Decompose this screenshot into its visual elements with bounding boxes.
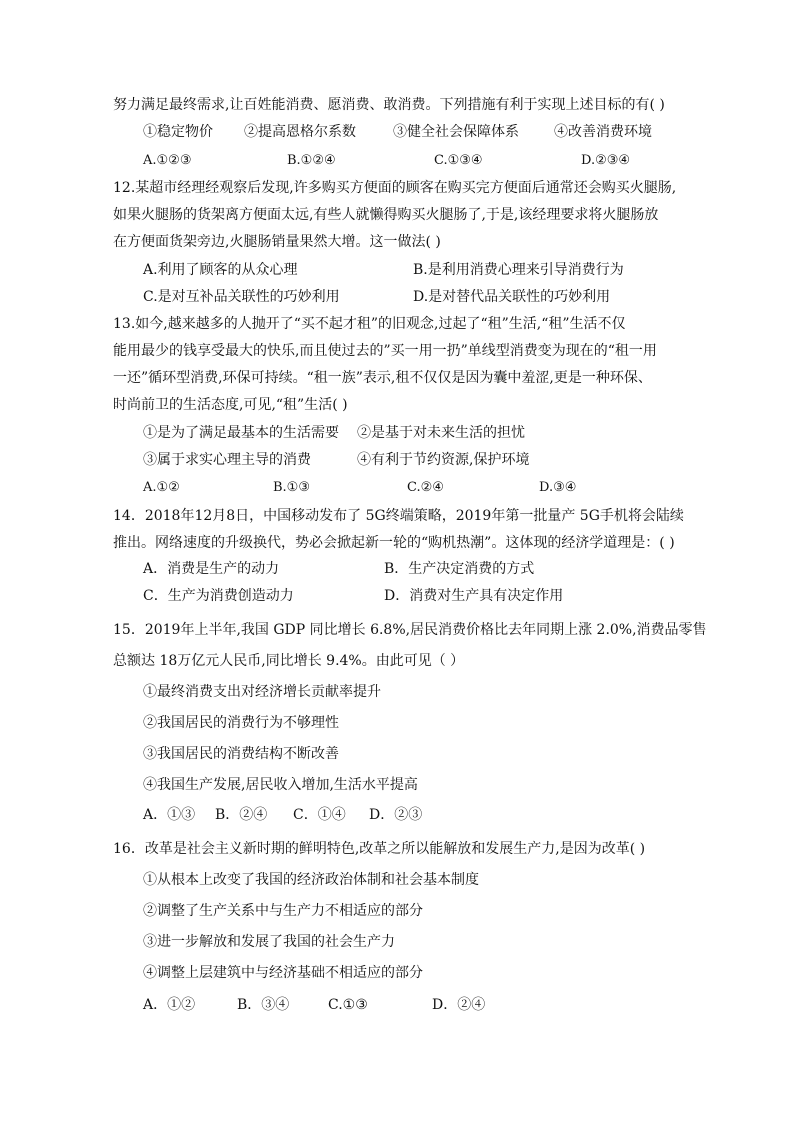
q16-item-4: ④调整上层建筑中与经济基础不相适应的部分: [143, 965, 423, 981]
q16-item-3: ③进一步解放和发展了我国的社会生产力: [143, 934, 395, 950]
q16-option-d: D．②④: [432, 997, 486, 1013]
q11-item-2: ②提高恩格尔系数: [244, 124, 356, 140]
q14-option-c: C．生产为消费创造动力: [143, 588, 294, 604]
q12-stem-line-3: 在方便面货架旁边,火腿肠销量果然大增。这一做法( ): [113, 234, 441, 250]
q12-option-b: B.是利用消费心理来引导消费行为: [413, 262, 624, 278]
q11-stem: 努力满足最终需求,让百姓能消费、愿消费、敢消费。下列措施有利于实现上述目标的有( ): [113, 97, 665, 113]
q11-option-c: C.①③④: [434, 153, 483, 168]
q16-option-a: A．①②: [143, 997, 196, 1013]
q11-option-b: B.①②④: [287, 153, 336, 168]
q13-item-3: ③属于求实心理主导的消费: [143, 452, 311, 468]
q15-item-3: ③我国居民的消费结构不断改善: [143, 746, 339, 762]
q15-option-b: B．②④: [215, 807, 268, 823]
q13-stem-line-1: 13.如今,越来越多的人抛开了“买不起才租”的旧观念,过起了“租”生活,“租”生活不仅: [113, 316, 626, 332]
q11-item-3: ③健全社会保障体系: [393, 124, 519, 140]
q12-option-c: C.是对互补品关联性的巧妙利用: [143, 289, 340, 305]
q15-option-c: C．①④: [293, 807, 346, 823]
q16-item-1: ①从根本上改变了我国的经济政治体制和社会基本制度: [143, 872, 479, 888]
q14-option-b: B．生产决定消费的方式: [384, 561, 535, 577]
q12-option-d: D.是对替代品关联性的巧妙利用: [413, 289, 611, 305]
q16-item-2: ②调整了生产关系中与生产力不相适应的部分: [143, 903, 423, 919]
q12-option-a: A.利用了顾客的从众心理: [143, 262, 298, 278]
q15-stem-line-1: 15．2019年上半年,我国 GDP 同比增长 6.8%,居民消费价格比去年同期上涨 2.0%,消费品零售: [113, 622, 707, 638]
q13-option-d: D.③④: [539, 480, 577, 495]
q13-item-1: ①是为了满足最基本的生活需要: [143, 425, 339, 441]
q15-item-4: ④我国生产发展,居民收入增加,生活水平提高: [143, 777, 418, 793]
q11-option-d: D.②③④: [581, 153, 631, 168]
q14-stem-line-1: 14．2018年12月8日，中国移动发布了 5G终端策略，2019年第一批量产 5G手机将会陆续: [113, 508, 684, 524]
q11-item-4: ④改善消费环境: [554, 124, 652, 140]
q14-option-a: A．消费是生产的动力: [143, 561, 280, 577]
q13-stem-line-3: 一还”循环型消费,环保可持续。“租一族”表示,租不仅仅是因为囊中羞涩,更是一种环保、: [113, 370, 652, 386]
q11-option-a: A.①②③: [143, 153, 192, 168]
q13-option-c: C.②④: [407, 480, 444, 495]
q13-item-2: ②是基于对未来生活的担忧: [357, 425, 525, 441]
q14-option-d: D．消费对生产具有决定作用: [384, 588, 564, 604]
q13-stem-line-4: 时尚前卫的生活态度,可见,“租”生活( ): [113, 397, 348, 413]
q15-item-2: ②我国居民的消费行为不够理性: [143, 715, 339, 731]
q13-option-a: A.①②: [143, 480, 180, 495]
q12-stem-line-1: 12.某超市经理经观察后发现,许多购买方便面的顾客在购买完方便面后通常还会购买火腿肠,: [113, 180, 677, 196]
q15-option-a: A．①③: [143, 807, 196, 823]
q12-stem-line-2: 如果火腿肠的货架离方便面太远,有些人就懒得购买火腿肠了,于是,该经理要求将火腿肠放: [113, 207, 659, 223]
q15-item-1: ①最终消费支出对经济增长贡献率提升: [143, 684, 381, 700]
q13-option-b: B.①③: [273, 480, 310, 495]
q15-option-d: D．②③: [369, 807, 423, 823]
q11-item-1: ①稳定物价: [143, 124, 213, 140]
q14-stem-line-2: 推出。网络速度的升级换代，势必会掀起新一轮的“购机热潮”。这体现的经济学道理是：( ): [113, 535, 675, 551]
q15-stem-line-2: 总额达 18万亿元人民币,同比增长 9.4%。由此可见（ ）: [113, 653, 465, 669]
q13-stem-line-2: 能用最少的钱享受最大的快乐,而且使过去的”买一用一扔”单线型消费变为现在的“租一用: [113, 343, 657, 359]
q13-item-4: ④有利于节约资源,保护环境: [357, 452, 530, 468]
q16-option-b: B．③④: [237, 997, 290, 1013]
q16-option-c: C.①③: [328, 997, 368, 1013]
q16-stem: 16．改革是社会主义新时期的鲜明特色,改革之所以能解放和发展生产力,是因为改革( ): [113, 841, 646, 857]
